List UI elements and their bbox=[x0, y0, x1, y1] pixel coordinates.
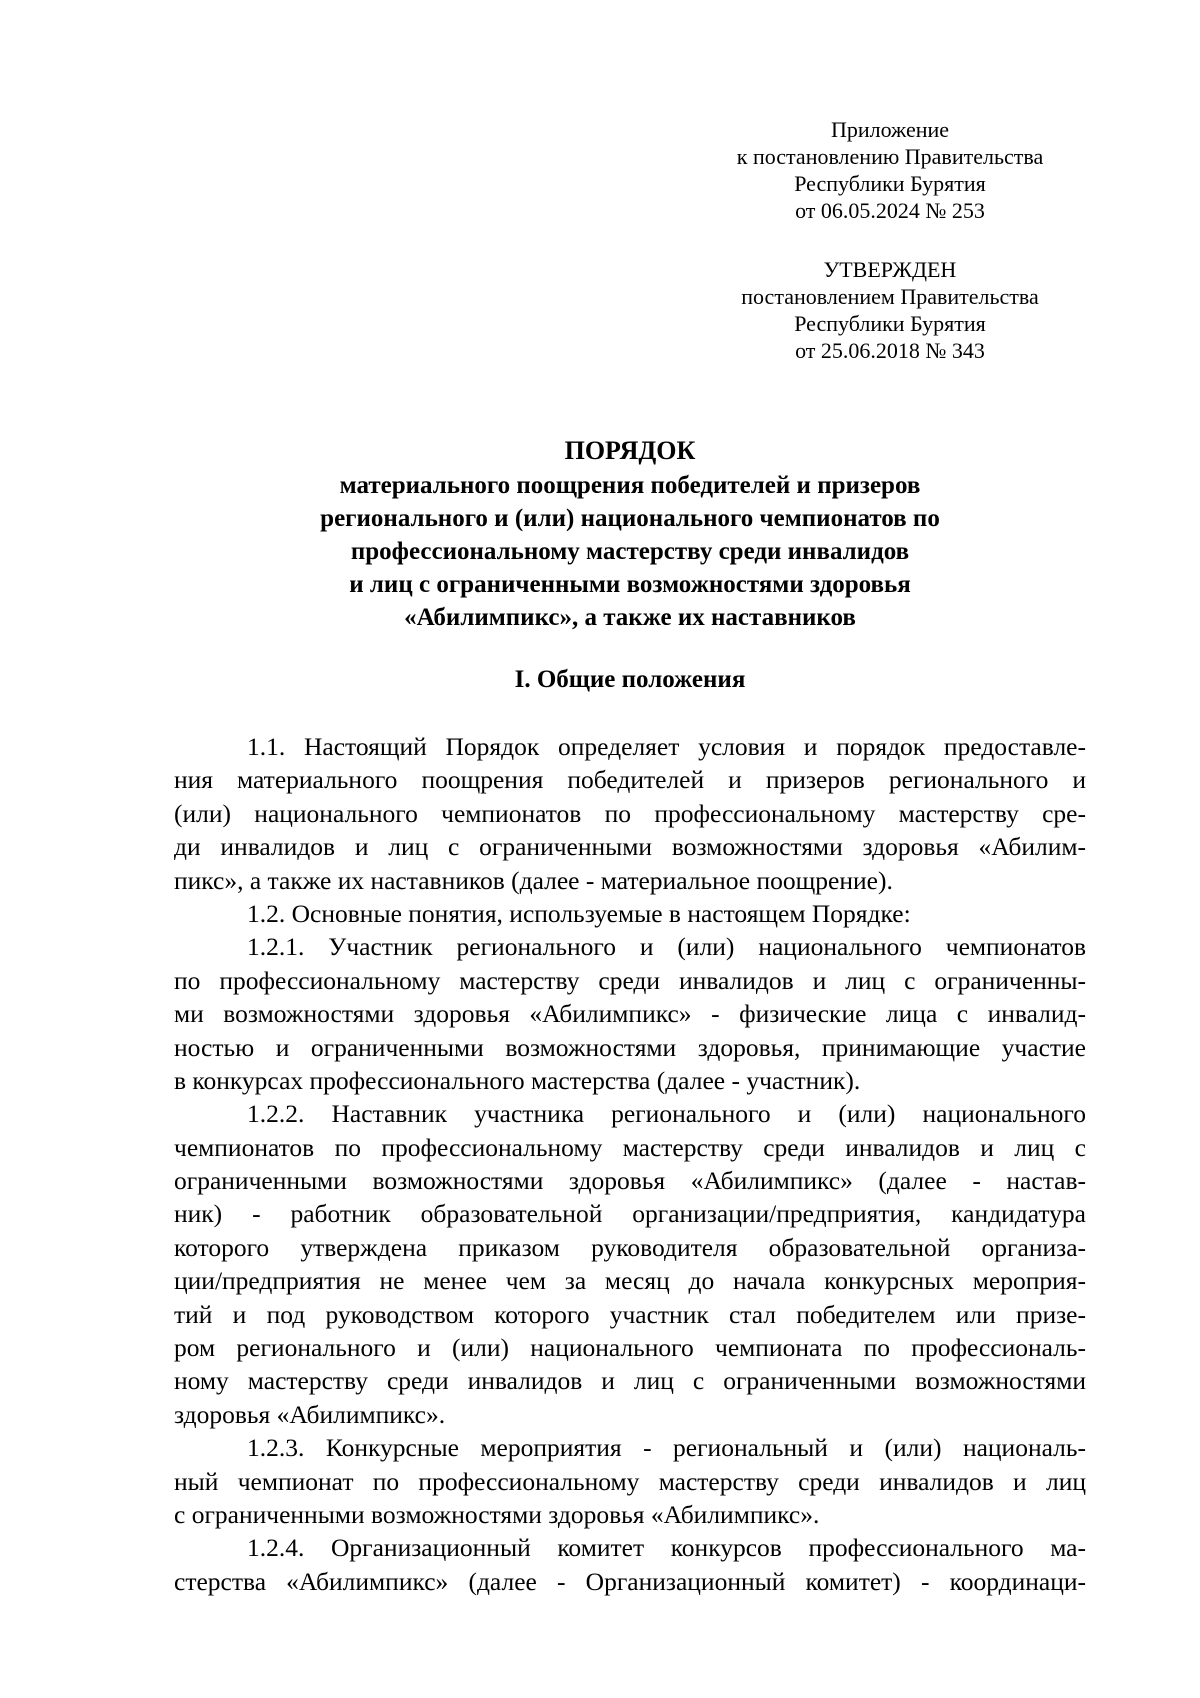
body-text-line: здоровья «Абилимпикс». bbox=[174, 1399, 446, 1429]
title-main: ПОРЯДОК bbox=[564, 436, 696, 465]
body-text bbox=[174, 730, 1086, 1598]
body-text-line: ограниченными возможностями здоровья «Абилимпикс» (далее - настав- bbox=[174, 1166, 1086, 1196]
title-subtitle-line: материального поощрения победителей и призеров bbox=[339, 472, 921, 499]
body-text-line: ми возможностями здоровья «Абилимпикс» - физические лица с инвалид- bbox=[174, 999, 1086, 1029]
approved-stamp-line: Республики Бурятия bbox=[794, 311, 986, 336]
body-text-line: ному мастерству среди инвалидов и лиц с ограниченными возможностями bbox=[174, 1366, 1086, 1396]
body-text-line: ный чемпионат по профессиональному мастерству среди инвалидов и лиц bbox=[174, 1466, 1086, 1496]
approved-stamp-line: УТВЕРЖДЕН bbox=[823, 257, 957, 282]
appendix-stamp bbox=[700, 116, 1080, 224]
body-text-line: тий и под руководством которого участник стал победителем или призе- bbox=[174, 1299, 1086, 1329]
body-text-line: 1.2.1. Участник регионального и (или) национального чемпионатов bbox=[247, 932, 1086, 962]
approved-stamp-line: от 25.06.2018 № 343 bbox=[795, 338, 985, 363]
body-text-line: пикс», а также их наставников (далее - материальное поощрение). bbox=[174, 865, 893, 895]
appendix-stamp-line: Республики Бурятия bbox=[794, 171, 986, 196]
section-heading: I. Общие положения bbox=[514, 666, 746, 693]
approved-stamp bbox=[700, 256, 1080, 364]
body-text-line: с ограниченными возможностями здоровья «Абилимпикс». bbox=[174, 1499, 820, 1529]
body-text-line: чемпионатов по профессиональному мастерству среди инвалидов и лиц с bbox=[174, 1132, 1086, 1162]
body-text-line: 1.2.3. Конкурсные мероприятия - региональный и (или) националь- bbox=[247, 1433, 1086, 1463]
title-subtitle-line: и лиц с ограниченными возможностями здоровья bbox=[349, 571, 911, 598]
title-subtitle-line: регионального и (или) национального чемпионатов по bbox=[320, 505, 940, 532]
appendix-stamp-line: к постановлению Правительства bbox=[736, 144, 1044, 169]
body-text-line: 1.2.2. Наставник участника регионального и (или) национального bbox=[247, 1099, 1086, 1129]
body-text-line: 1.1. Настоящий Порядок определяет условия и порядок предоставле- bbox=[247, 732, 1086, 761]
body-text-line: 1.2. Основные понятия, используемые в настоящем Порядке: bbox=[247, 898, 911, 928]
title-subtitle-line: «Абилимпикс», а также их наставников bbox=[404, 604, 856, 631]
body-text-line: ник) - работник образовательной организации/предприятия, кандидатура bbox=[174, 1199, 1086, 1229]
title-subtitle-line: профессиональному мастерству среди инвалидов bbox=[350, 538, 910, 565]
appendix-stamp-line: от 06.05.2024 № 253 bbox=[795, 198, 985, 223]
appendix-stamp-line: Приложение bbox=[830, 117, 950, 142]
body-text-line: которого утверждена приказом руководителя образовательной организа- bbox=[174, 1232, 1086, 1262]
body-text-line: ностью и ограниченными возможностями здоровья, принимающие участие bbox=[174, 1032, 1086, 1062]
document-title bbox=[180, 433, 1080, 634]
body-text-line: ди инвалидов и лиц с ограниченными возможностями здоровья «Абилим- bbox=[174, 832, 1086, 862]
body-text-line: стерства «Абилимпикс» (далее - Организационный комитет) - координаци- bbox=[174, 1566, 1086, 1596]
body-text-line: ния материального поощрения победителей и призеров регионального и bbox=[174, 765, 1086, 795]
body-text-line: ром регионального и (или) национального чемпионата по профессиональ- bbox=[174, 1333, 1086, 1363]
body-text-line: по профессиональному мастерству среди инвалидов и лиц с ограниченны- bbox=[174, 965, 1086, 995]
body-text-line: ции/предприятия не менее чем за месяц до начала конкурсных мероприя- bbox=[174, 1266, 1086, 1296]
body-text-line: (или) национального чемпионатов по профессиональному мастерству сре- bbox=[174, 798, 1086, 828]
body-text-line: 1.2.4. Организационный комитет конкурсов профессионального ма- bbox=[247, 1533, 1086, 1563]
body-text-line: в конкурсах профессионального мастерства (далее - участник). bbox=[174, 1065, 861, 1095]
approved-stamp-line: постановлением Правительства bbox=[741, 284, 1039, 309]
